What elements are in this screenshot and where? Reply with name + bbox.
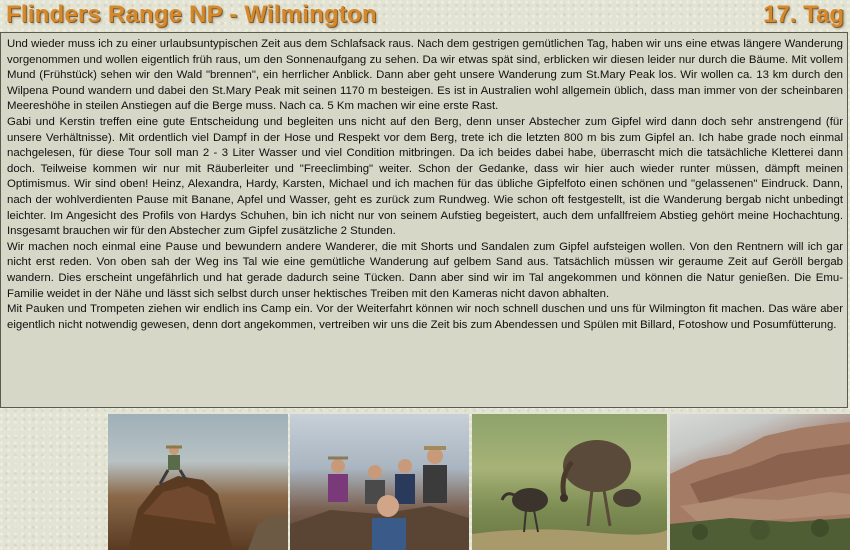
day-label: 17. Tag (763, 1, 844, 28)
photo-strip (0, 414, 850, 550)
paragraph: Mit Pauken und Trompeten ziehen wir endlich ins Camp ein. Vor der Weiterfahrt können wir noch schnell duschen und uns für Wilmington fit machen. Das wäre aber eigentlich nicht notwendig gewesen, denn dort angekommen, vertreiben wir uns die Zeit bis zum Abendessen und Spülen mit Billard, Fotoshow und Posumfütterung. (7, 303, 843, 331)
paragraph: Und wieder muss ich zu einer urlaubsuntypischen Zeit aus dem Schlafsack raus. Nach dem gestrigen gemütlichen Tag, haben wir uns eine etwas längere Wanderung vorgenommen und wollen eigentlich früh raus, um den Sonnenaufgang zu sehen. Da wir etwas spät sind, erblicken wir diesen leider nur durch die Bäume. Mit vollem Mund (Frühstück) sehen wir den Wald "brennen", ein herrlicher Anblick. Dann aber geht unsere Wanderung zum St.Mary Peak los. Wir wollen ca. 13 km durch den Wilpena Pound wandern und dabei den St.Mary Peak mit seinen 1170 m besteigen. Es ist in Australien wohl allgemein üblich, dass man immer von der scheinbaren Meereshöhe in steilen Anstiegen auf die Berge muss. Nach ca. 5 Km machen wir eine erste Rast. (7, 38, 843, 113)
page-title: Flinders Range NP - Wilmington (6, 1, 377, 28)
rock-cliff-photo-icon[interactable] (670, 414, 850, 550)
diary-text-box (0, 32, 848, 408)
summit-group-photo-icon[interactable] (290, 414, 469, 550)
page-header (0, 0, 850, 33)
paragraph: Wir machen noch einmal eine Pause und bewundern andere Wanderer, die mit Shorts und Sandalen zum Gipfel aufsteigen wollen. Von den Rentnern will ich gar nicht erst reden. Von oben sah der Weg ins Tal wie eine gemütliche Wanderung auf gelbem Sand aus. Tatsächlich müssen wir geraume Zeit auf Geröll bergab wandern. Dies erscheint ungefährlich und hat gerade dadurch seine Tücken. Dann aber sind wir im Tal angekommen und können die Natur genießen. Die Emu-Familie weidet in der Nähe und lässt sich selbst durch unser hektisches Treiben mit den Kameras nicht davon abhalten. (7, 240, 843, 300)
hiker-on-rock-photo-icon[interactable] (108, 414, 288, 550)
paragraph: Gabi und Kerstin treffen eine gute Entscheidung und begleiten uns nicht auf den Berg, denn unser Abstecher zum Gipfel wird dann doch sehr anstrengend (für unsere Verhältnisse). Mit ordentlich viel Dampf in der Hose und Respekt vor dem Berg, trete ich die letzten 800 m bis zum Gipfel an. Ich habe grade noch einmal nachgelesen, für diese Tour soll man 2 - 3 Liter Wasser und viel Condition mitbringen. Da ich beides dabei habe, überrascht mich die tatsächliche Kletterei dann doch. Teilweise kommen wir nur mit Räuberleiter und "Freeclimbing" weiter. Schon der Gedanke, dass wir hier auch wieder runter müssen, dämpft meinen Optimismus. Wir sind oben! Heinz, Alexandra, Hardy, Karsten, Michael und ich machen für das übliche Gipfelfoto einen schönen und "gelassenen" Eindruck. Dann, nach der wohlverdienten Pause mit Banane, Apfel und Wasser, geht es zurück zum Rundweg. Wie schon oft festgestellt, ist die Wanderung bergab nicht unbedingt leichter. Im Angesicht des Profils von Hardys Schuhen, bin ich nicht nur von seinem Aufstieg begeistert, auch dem unfallfreiem Abstieg gehört meine Hochachtung. Insgesamt brauchen wir für den Abstecher zum Gipfel zusätzliche 2 Stunden. (7, 115, 843, 238)
emu-family-photo-icon[interactable] (472, 414, 667, 550)
